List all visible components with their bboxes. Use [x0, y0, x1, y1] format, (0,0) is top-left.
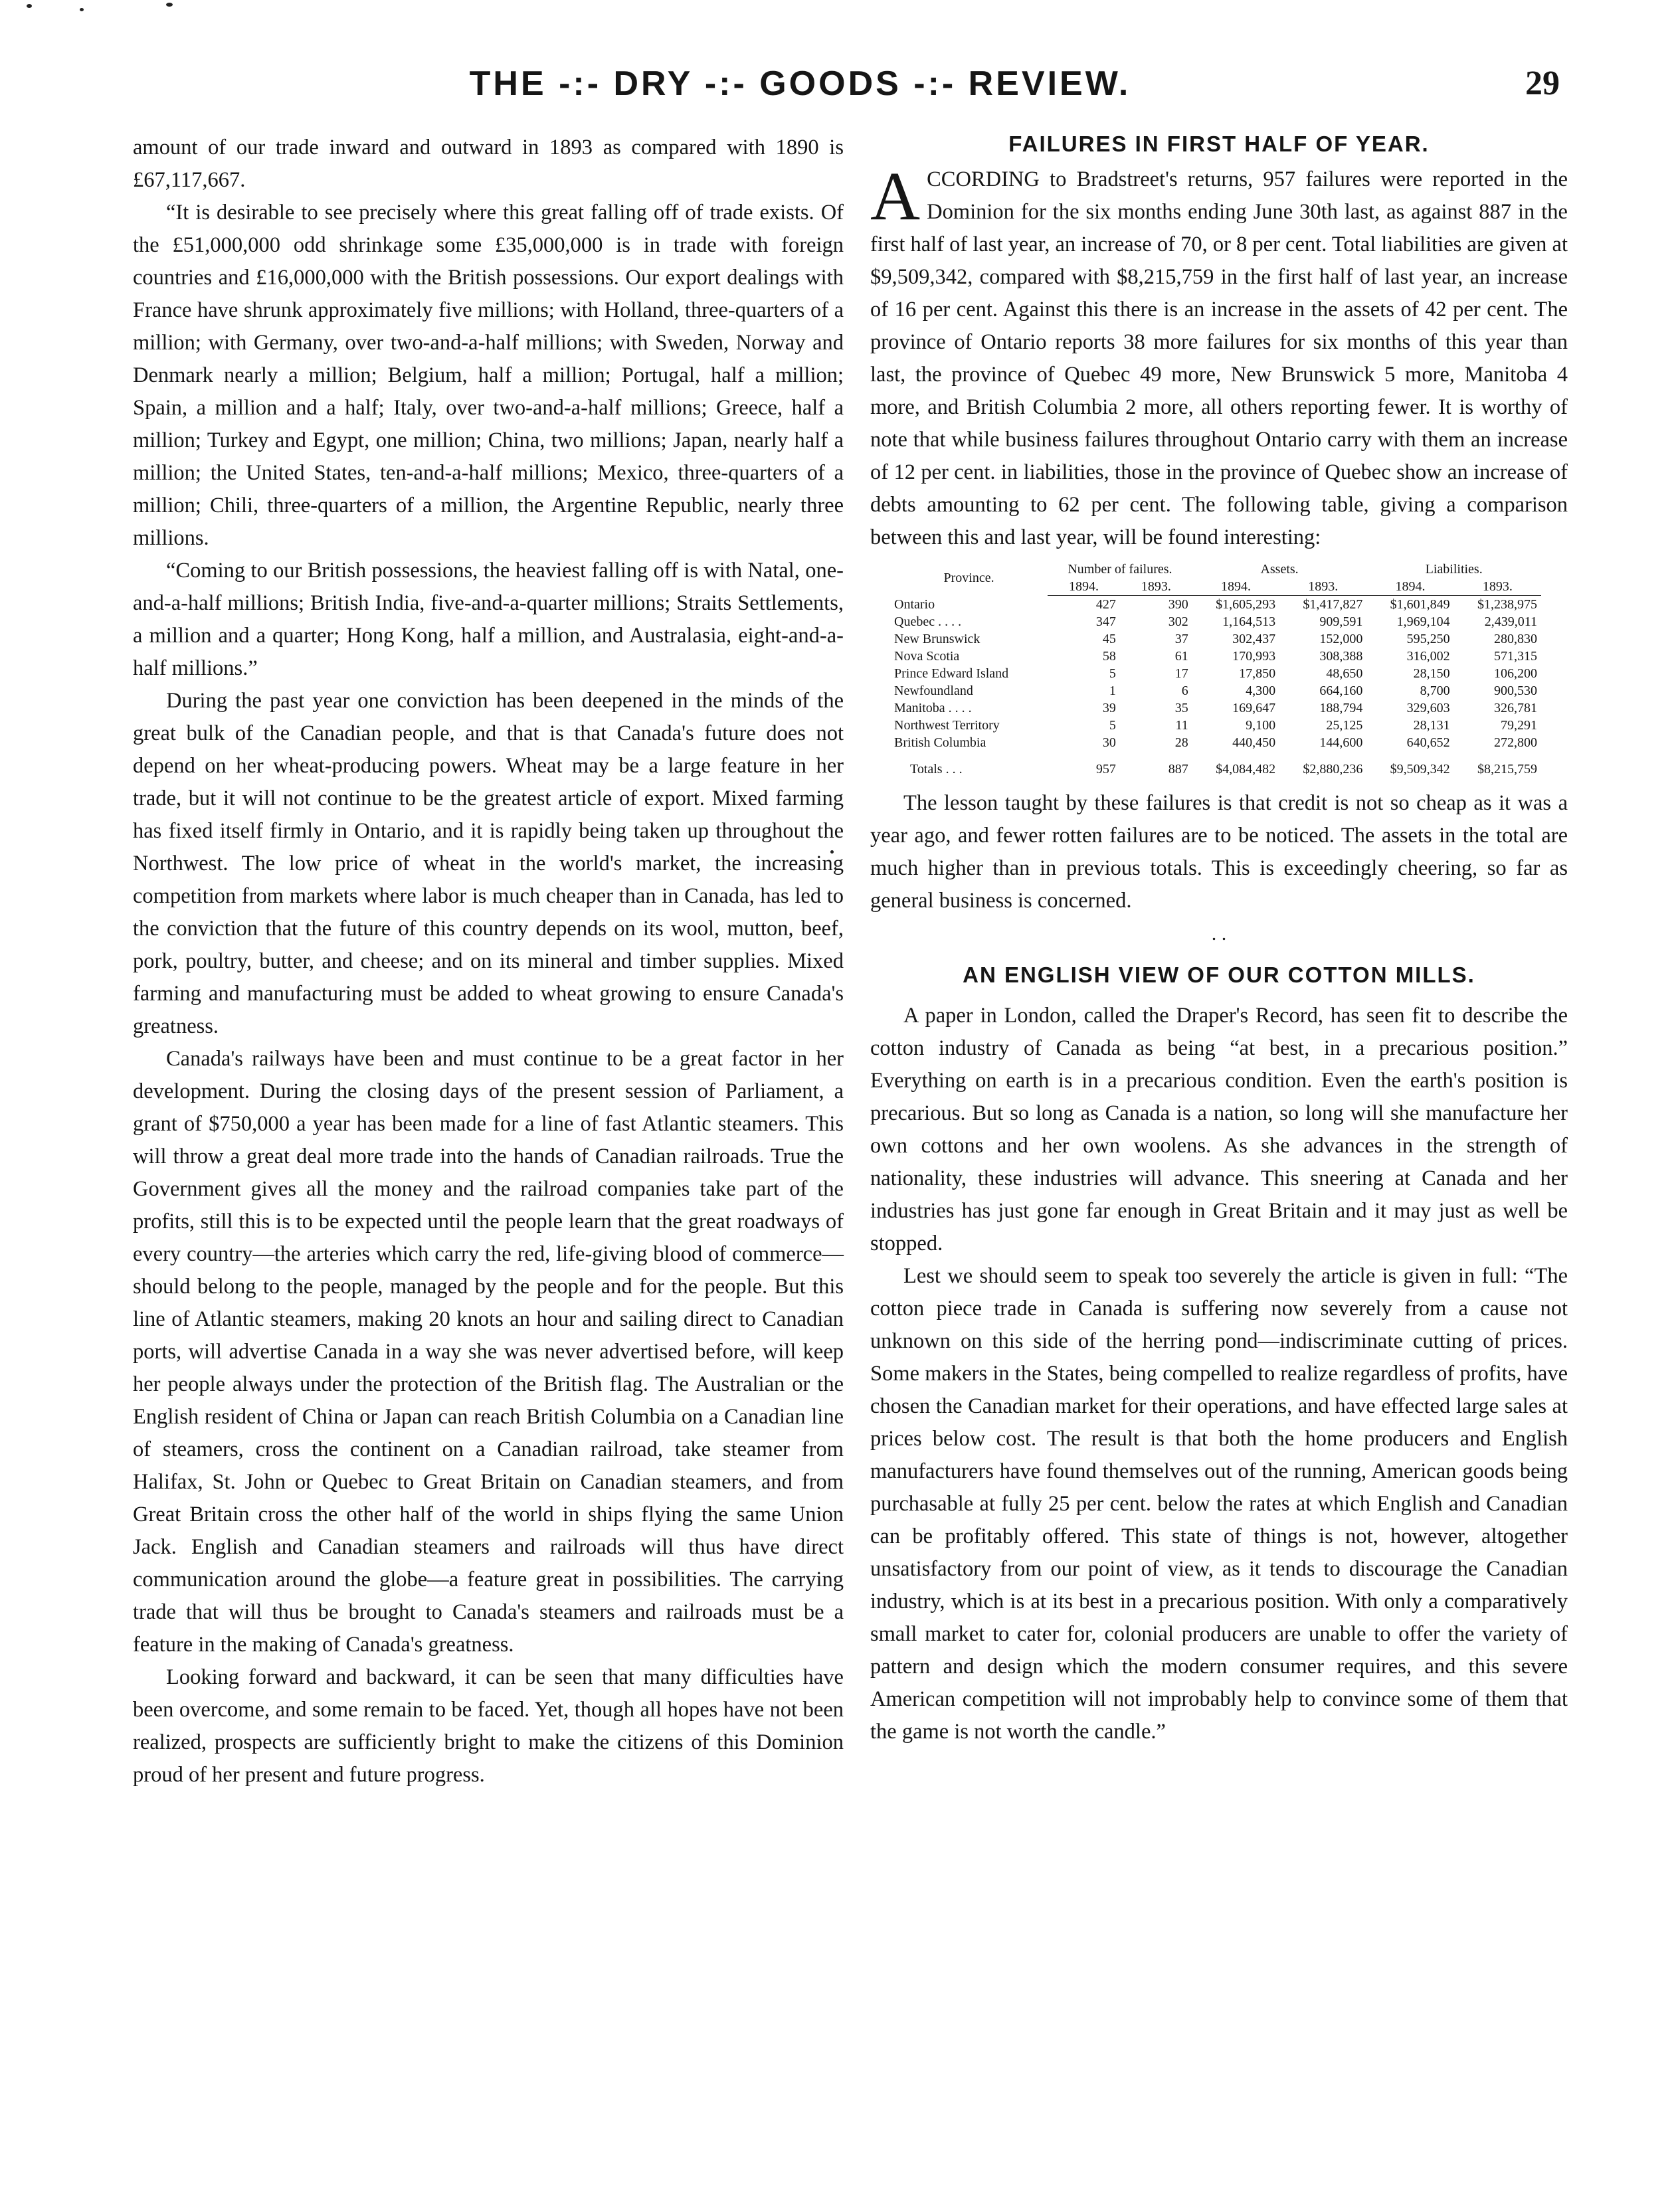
value-cell: 1,969,104 — [1396, 614, 1450, 629]
left-column — [133, 132, 844, 1791]
value-cell: 106,200 — [1494, 666, 1537, 681]
province-cell: Nova Scotia — [894, 649, 960, 664]
value-cell: $1,238,975 — [1477, 597, 1537, 612]
value-cell: 2,439,011 — [1484, 614, 1537, 629]
col-header-assets: Assets. — [1260, 562, 1299, 577]
province-cell: British Columbia — [894, 735, 986, 750]
value-cell: 390 — [1168, 597, 1188, 612]
value-cell: 5 — [1109, 718, 1116, 733]
failures-table — [890, 561, 1541, 778]
table-row — [890, 630, 1541, 648]
value-cell: 25,125 — [1326, 718, 1363, 733]
province-cell: Prince Edward Island — [894, 666, 1009, 681]
value-cell: 6 — [1181, 684, 1188, 698]
value-cell: 17 — [1174, 666, 1188, 681]
article-paragraph: Looking forward and backward, it can be seen that many difficulties have been overcome, and some remain to be faced. Yet, though all hopes have not been realized, prospects are sufficiently bright to make the citizens of this Dominion proud of her present and future progress. — [133, 1665, 844, 1787]
value-cell: 308,388 — [1319, 649, 1363, 664]
article-intro — [870, 158, 1568, 554]
table-row — [890, 682, 1541, 699]
province-cell: Manitoba . . . . — [894, 701, 972, 715]
year-header: 1893. — [1120, 578, 1192, 596]
value-cell: 440,450 — [1232, 735, 1276, 750]
value-cell: 664,160 — [1319, 684, 1363, 698]
value-cell: 900,530 — [1494, 684, 1537, 698]
totals-cell: $9,509,342 — [1390, 762, 1450, 777]
province-cell: Newfoundland — [894, 684, 973, 698]
value-cell: 595,250 — [1406, 632, 1450, 646]
table-row — [890, 717, 1541, 734]
section-heading: FAILURES IN FIRST HALF OF YEAR. — [1008, 132, 1430, 156]
totals-row — [890, 751, 1541, 778]
year-header: 1893. — [1454, 578, 1541, 596]
article-paragraph: amount of our trade inward and outward in 1893 as compared with 1890 is £67,117,667. — [133, 136, 844, 192]
failures-article — [870, 132, 1568, 917]
value-cell: 571,315 — [1494, 649, 1537, 664]
province-cell: Quebec . . . . — [894, 614, 962, 629]
right-column — [870, 132, 1568, 1748]
year-header: 1893. — [1279, 578, 1366, 596]
intro-text: CCORDING to Bradstreet's returns, 957 failures were reported in the Dominion for the six months ending June 30th last, as against 887 in the first half of last year, an increase of 70, or 8 per cent. Total liabilities are given at $9,509,342, compared with $8,215,759 in the first half of last year, an increase of 16 per cent. Against this there is an increase in the assets of 42 per cent. The province of Ontario reports 38 more failures for six months of this year than last, the province of Quebec 49 more, New Brunswick 5 more, Manitoba 4 more, and British Columbia 2 more, all others reporting fewer. It is worthy of note that while business failures throughout Ontario carry with them an increase of 12 per cent. in liabilities, those in the province of Quebec show an increase of debts amounting to 62 per cent. The following table, giving a comparison between this and last year, will be found interesting: — [870, 167, 1568, 549]
value-cell: 4,300 — [1246, 684, 1276, 698]
year-header: 1894. — [1192, 578, 1279, 596]
value-cell: 39 — [1102, 701, 1116, 715]
col-header-liabilities: Liabilities. — [1425, 562, 1483, 577]
value-cell: 30 — [1102, 735, 1116, 750]
value-cell: 427 — [1095, 597, 1116, 612]
article-paragraph: “It is desirable to see precisely where this great falling off of trade exists. Of the £51,000,000 odd shrinkage some £35,000,000 is in trade with foreign countries and £16,000,000 with the British possessions. Our export dealings with France have shrunk approximately five millions; with Holland, three-quarters of a million; with Germany, over two-and-a-half millions; with Sweden, Norway and Denmark nearly a million; Belgium, half a million; Portugal, half a million; Spain, a million and a half; Italy, over two-and-a-half millions; Greece, half a million; Turkey and Egypt, one million; China, two millions; Japan, nearly half a million; the United States, ten-and-a-half millions; Mexico, three-quarters of a million; Chili, three-quarters of a million, the Argentine Republic, nearly three millions. — [133, 201, 844, 550]
article-paragraph: Lest we should seem to speak too severely the article is given in full: “The cotton piece trade in Canada is suffering now severely from a cause not unknown on this side of the herring pond—indiscriminate cutting of prices. Some makers in the States, being compelled to realize regardless of profits, have chosen the Canadian market for their operations, and have effected large sales at prices below cost. The result is that both the home producers and English manufacturers have found themselves out of the running, American goods being purchasable at fully 25 per cent. below the rates at which English and Canadian can be profitably offered. This state of things is not, however, altogether unsatisfactory from our point of view, as it tends to discourage the Canadian industry, which is at its best in a precarious position. With only a comparatively small market to cater for, colonial producers are unable to offer the variety of pattern and design which the modern consumer requires, and this severe American competition will not improbably help to convince some of them that the game is not worth the candle.” — [870, 1264, 1568, 1744]
value-cell: 79,291 — [1501, 718, 1537, 733]
page-header — [0, 64, 1680, 124]
section-heading: AN ENGLISH VIEW OF OUR COTTON MILLS. — [963, 962, 1475, 987]
value-cell: 329,603 — [1406, 701, 1450, 715]
value-cell: 280,830 — [1494, 632, 1537, 646]
value-cell: $1,601,849 — [1390, 597, 1450, 612]
article-paragraph: “Coming to our British possessions, the heaviest falling off is with Natal, one-and-a-half millions; British India, five-and-a-quarter millions; Straits Settlements, a million and a quarter; Hong Kong, half a million, and Australasia, eight-and-a-half millions.” — [133, 559, 844, 680]
value-cell: 17,850 — [1239, 666, 1276, 681]
value-cell: 28 — [1174, 735, 1188, 750]
section-separator: . . — [1211, 923, 1227, 945]
totals-cell: $4,084,482 — [1216, 762, 1276, 777]
value-cell: 302,437 — [1232, 632, 1276, 646]
article-paragraph: A paper in London, called the Draper's Record, has seen fit to describe the cotton industry of Canada as being “at best, in a precarious position.” Everything on earth is in a precarious condition. Even the earth's position is precarious. But so long as Canada is a nation, so long will she manufacture her own cottons and her own woolens. As she advances in the strength of nationality, these industries will advance. This sneering at Canada and her industries has just gone far enough in Great Britain and it may just as well be stopped. — [870, 1004, 1568, 1255]
value-cell: 5 — [1109, 666, 1116, 681]
value-cell: 316,002 — [1406, 649, 1450, 664]
publication-title: THE -:- DRY -:- GOODS -:- REVIEW. — [469, 64, 1131, 103]
value-cell: 37 — [1174, 632, 1188, 646]
value-cell: 61 — [1174, 649, 1188, 664]
totals-cell: 887 — [1168, 762, 1188, 777]
totals-cell: $8,215,759 — [1477, 762, 1537, 777]
table-row — [890, 699, 1541, 717]
article-paragraph: During the past year one conviction has been deepened in the minds of the great bulk of the Canadian people, and that is that Canada's future does not depend on her wheat-producing powers. Wheat may be a large feature in her trade, but it will not continue to be the greatest article of export. Mixed farming has fixed itself firmly in Ontario, and it is rapidly being taken up throughout the Northwest. The low price of wheat in the world's market, the increasing competition from markets where labor is much cheaper than in Canada, has led to the conviction that the future of this country depends on its wool, mutton, beef, pork, poultry, butter, and cheese; and on its mineral and timber supplies. Mixed farming and manufacturing must be added to wheat growing to ensure Canada's greatness. — [133, 689, 844, 1038]
value-cell: 152,000 — [1319, 632, 1363, 646]
value-cell: 188,794 — [1319, 701, 1363, 715]
value-cell: 58 — [1102, 649, 1116, 664]
totals-cell: $2,880,236 — [1303, 762, 1363, 777]
value-cell: 35 — [1174, 701, 1188, 715]
value-cell: 48,650 — [1326, 666, 1363, 681]
table-row — [890, 596, 1541, 614]
value-cell: 1 — [1109, 684, 1116, 698]
value-cell: 9,100 — [1246, 718, 1276, 733]
value-cell: 45 — [1102, 632, 1116, 646]
article-paragraph: Canada's railways have been and must continue to be a great factor in her development. During the closing days of the present session of Parliament, a grant of $750,000 a year has been made for a line of fast Atlantic steamers. This will throw a great deal more trade into the hands of Canadian railroads. True the Government gives all the money and the railroad companies take part of the profits, still this is to be expected until the people learn that the great roadways of every country—the arteries which carry the red, life-giving blood of commerce—should belong to the people, managed by the people and for the people. But this line of Atlantic steamers, making 20 knots an hour and sailing direct to Canadian ports, will advertise Canada in a way she was never advertised before, will keep her people always under the protection of the British flag. The Australian or the English resident of China or Japan can reach British Columbia on a Canadian line of steamers, cross the continent on a Canadian railroad, take steamer from Halifax, St. John or Quebec to Great Britain on Canadian steamers, and from Great Britain cross the other half of the world in ships flying the same Union Jack. English and Canadian steamers and railroads will thus have direct communication around the globe—a feature great in possibilities. The carrying trade that will thus be brought to Canada's steamers and railroads must be a feature in the making of Canada's greatness. — [133, 1047, 844, 1657]
province-cell: Ontario — [894, 596, 935, 612]
value-cell: 144,600 — [1319, 735, 1363, 750]
col-header-province: Province. — [943, 571, 994, 586]
article-conclusion: The lesson taught by these failures is that credit is not so cheap as it was a year ago, and fewer rotten failures are to be noticed. The assets in the total are much higher than in previous totals. This is exceedingly cheering, so far as general business is concerned. — [870, 791, 1568, 913]
value-cell: 640,652 — [1406, 735, 1450, 750]
scan-speck — [80, 8, 84, 11]
value-cell: 11 — [1175, 718, 1188, 733]
province-cell: New Brunswick — [894, 632, 980, 646]
value-cell: 272,800 — [1494, 735, 1537, 750]
table-row — [890, 648, 1541, 665]
value-cell: 28,150 — [1413, 666, 1450, 681]
year-header: 1894. — [1048, 578, 1120, 596]
page-number: 29 — [1525, 64, 1560, 102]
drop-cap: A — [870, 158, 921, 234]
col-header-failures: Number of failures. — [1068, 562, 1172, 577]
table-row — [890, 613, 1541, 630]
value-cell: 347 — [1095, 614, 1116, 629]
table-row — [890, 734, 1541, 751]
year-header: 1894. — [1366, 578, 1453, 596]
totals-cell: 957 — [1095, 762, 1116, 777]
value-cell: 326,781 — [1494, 701, 1537, 715]
province-cell: Northwest Territory — [894, 718, 1000, 733]
totals-label: Totals . . . — [910, 762, 963, 777]
table-row — [890, 665, 1541, 682]
cotton-article — [870, 962, 1568, 1748]
value-cell: $1,417,827 — [1303, 597, 1363, 612]
value-cell: $1,605,293 — [1216, 597, 1276, 612]
value-cell: 909,591 — [1319, 614, 1363, 629]
value-cell: 302 — [1168, 614, 1188, 629]
value-cell: 8,700 — [1420, 684, 1450, 698]
value-cell: 170,993 — [1232, 649, 1276, 664]
value-cell: 1,164,513 — [1222, 614, 1276, 629]
scan-speck — [166, 3, 173, 7]
value-cell: 28,131 — [1413, 718, 1450, 733]
value-cell: 169,647 — [1232, 701, 1276, 715]
scan-speck — [27, 4, 32, 8]
